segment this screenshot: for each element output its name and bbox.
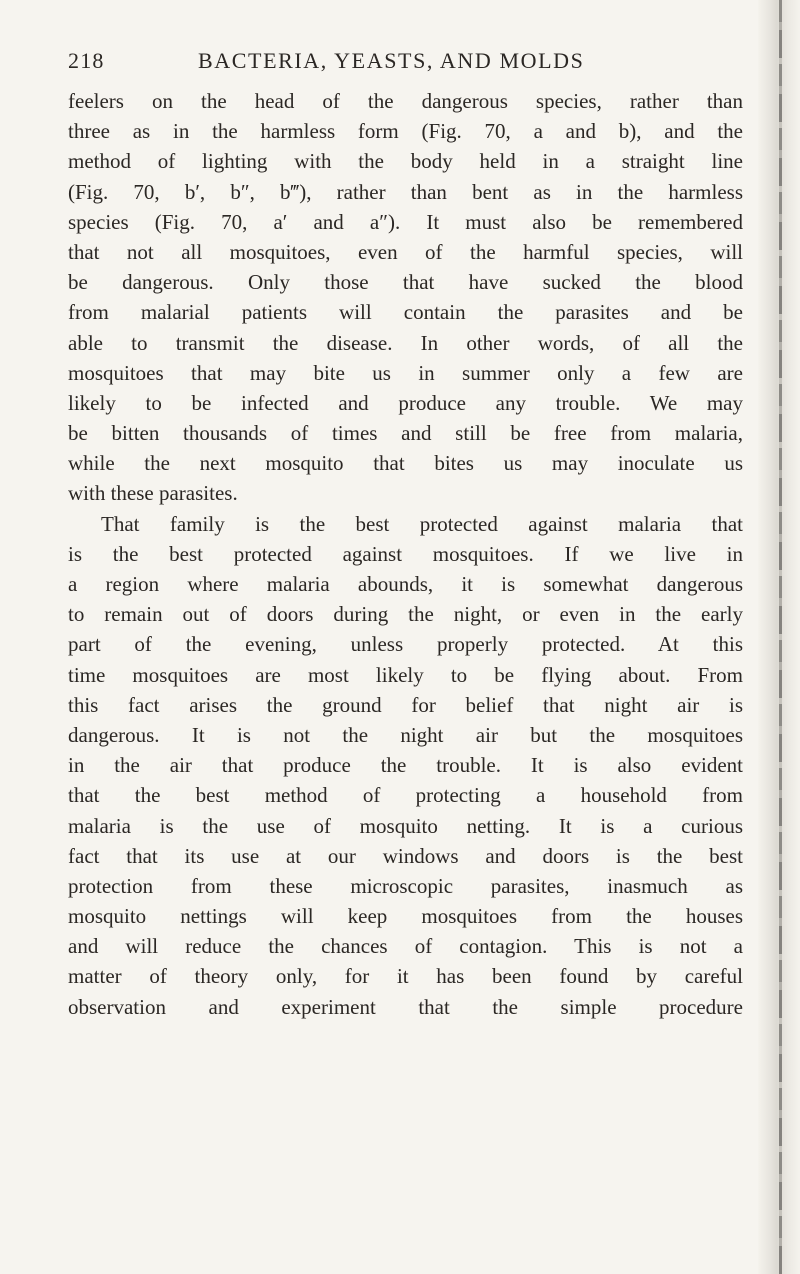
text-line: that not all mosquitoes, even of the harmful species, will: [68, 239, 743, 264]
text-line-paragraph-start: That family is the best protected against malaria that: [101, 511, 743, 536]
text-line: three as in the harmless form (Fig. 70, a and b), and the: [68, 119, 743, 144]
text-line: be bitten thousands of times and still be free from malaria,: [68, 421, 743, 446]
text-line: a region where malaria abounds, it is somewhat dangerous: [68, 572, 743, 596]
body-text: [68, 86, 743, 1022]
page-edge-binding: [779, 0, 782, 1274]
text-line: that the best method of protecting a household from: [68, 783, 743, 808]
text-line: and will reduce the chances of contagion. This is not a: [68, 934, 743, 959]
text-line: be dangerous. Only those that have sucked the blood: [68, 270, 743, 295]
text-line: matter of theory only, for it has been found by careful: [68, 964, 743, 989]
text-line: mosquito nettings will keep mosquitoes from the houses: [68, 904, 743, 929]
running-head: [68, 48, 708, 78]
text-line: from malarial patients will contain the parasites and be: [68, 300, 743, 325]
text-line: protection from these microscopic parasites, inasmuch as: [68, 873, 743, 898]
running-title: BACTERIA, YEASTS, AND MOLDS: [198, 48, 585, 73]
text-line: fact that its use at our windows and doors is the best: [68, 843, 743, 868]
text-line: able to transmit the disease. In other words, of all the: [68, 330, 743, 355]
text-line: while the next mosquito that bites us may inoculate us: [68, 451, 743, 476]
text-line: likely to be infected and produce any trouble. We may: [68, 390, 743, 415]
text-line: method of lighting with the body held in a straight line: [68, 149, 743, 174]
text-line: is the best protected against mosquitoes. If we live in: [68, 541, 743, 566]
text-line: malaria is the use of mosquito netting. It is a curious: [68, 813, 743, 838]
text-line: to remain out of doors during the night, or even in the early: [68, 602, 743, 627]
text-line: dangerous. It is not the night air but the mosquitoes: [68, 722, 743, 747]
text-line-paragraph-end: with these parasites.: [68, 481, 238, 506]
text-line: in the air that produce the trouble. It is also evident: [68, 753, 743, 778]
text-line: part of the evening, unless properly protected. At this: [68, 632, 743, 657]
text-line: (Fig. 70, b′, b″, b‴), rather than bent as in the harmless: [68, 179, 743, 204]
page-number: 218: [68, 48, 105, 73]
text-line: this fact arises the ground for belief that night air is: [68, 692, 743, 717]
text-line: feelers on the head of the dangerous species, rather than: [68, 89, 743, 113]
text-line: time mosquitoes are most likely to be flying about. From: [68, 662, 743, 687]
text-line: species (Fig. 70, a′ and a″). It must also be remembered: [68, 209, 743, 234]
text-line: observation and experiment that the simple procedure: [68, 994, 743, 1019]
text-line: mosquitoes that may bite us in summer only a few are: [68, 360, 743, 385]
